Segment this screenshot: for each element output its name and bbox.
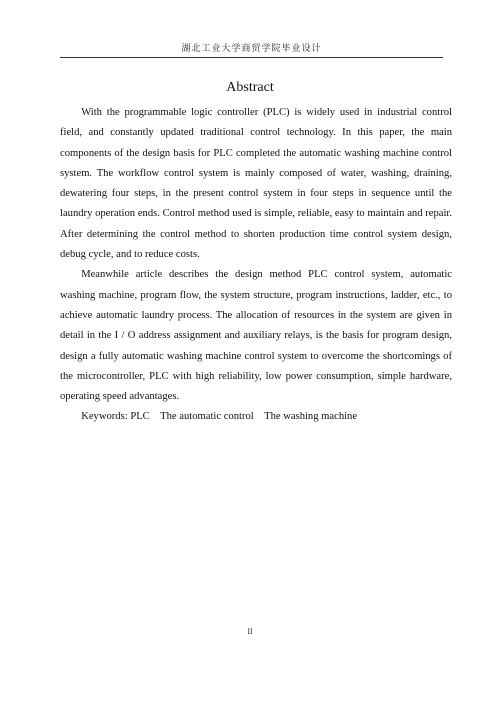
- abstract-paragraph-1: With the programmable logic controller (PLC) is widely used in industrial control field, and constantly updated traditional control technology. In this paper, the main components of the design basis for PLC completed the automatic washing machine control system. The workflow control system is mainly composed of water, washing, draining, dewatering four steps, in the present control system in four steps in sequence until the laundry operation ends. Control method used is simple, reliable, easy to maintain and repair. After determining the control method to shorten production time control system design, debug cycle, and to reduce costs.: [60, 107, 452, 261]
- abstract-paragraph-2: Meanwhile article describes the design method PLC control system, automatic washing machine, program flow, the system structure, program instructions, ladder, etc., to achieve automatic laundry process. The allocation of resources in the system are given in detail in the I / O address assignment and auxiliary relays, is the basis for program design, design a fully automatic washing machine control system to overcome the shortcomings of the microcontroller, PLC with high reliability, low power consumption, simple hardware, operating speed advantages.: [60, 269, 452, 403]
- keywords-line: Keywords: PLC The automatic control The washing machine: [81, 411, 358, 423]
- header-divider: [60, 57, 443, 58]
- abstract-body: [60, 103, 452, 428]
- page-header: 湖北工业大学商贸学院毕业设计: [181, 43, 322, 53]
- abstract-title: Abstract: [226, 80, 274, 95]
- page-number: II: [247, 627, 253, 636]
